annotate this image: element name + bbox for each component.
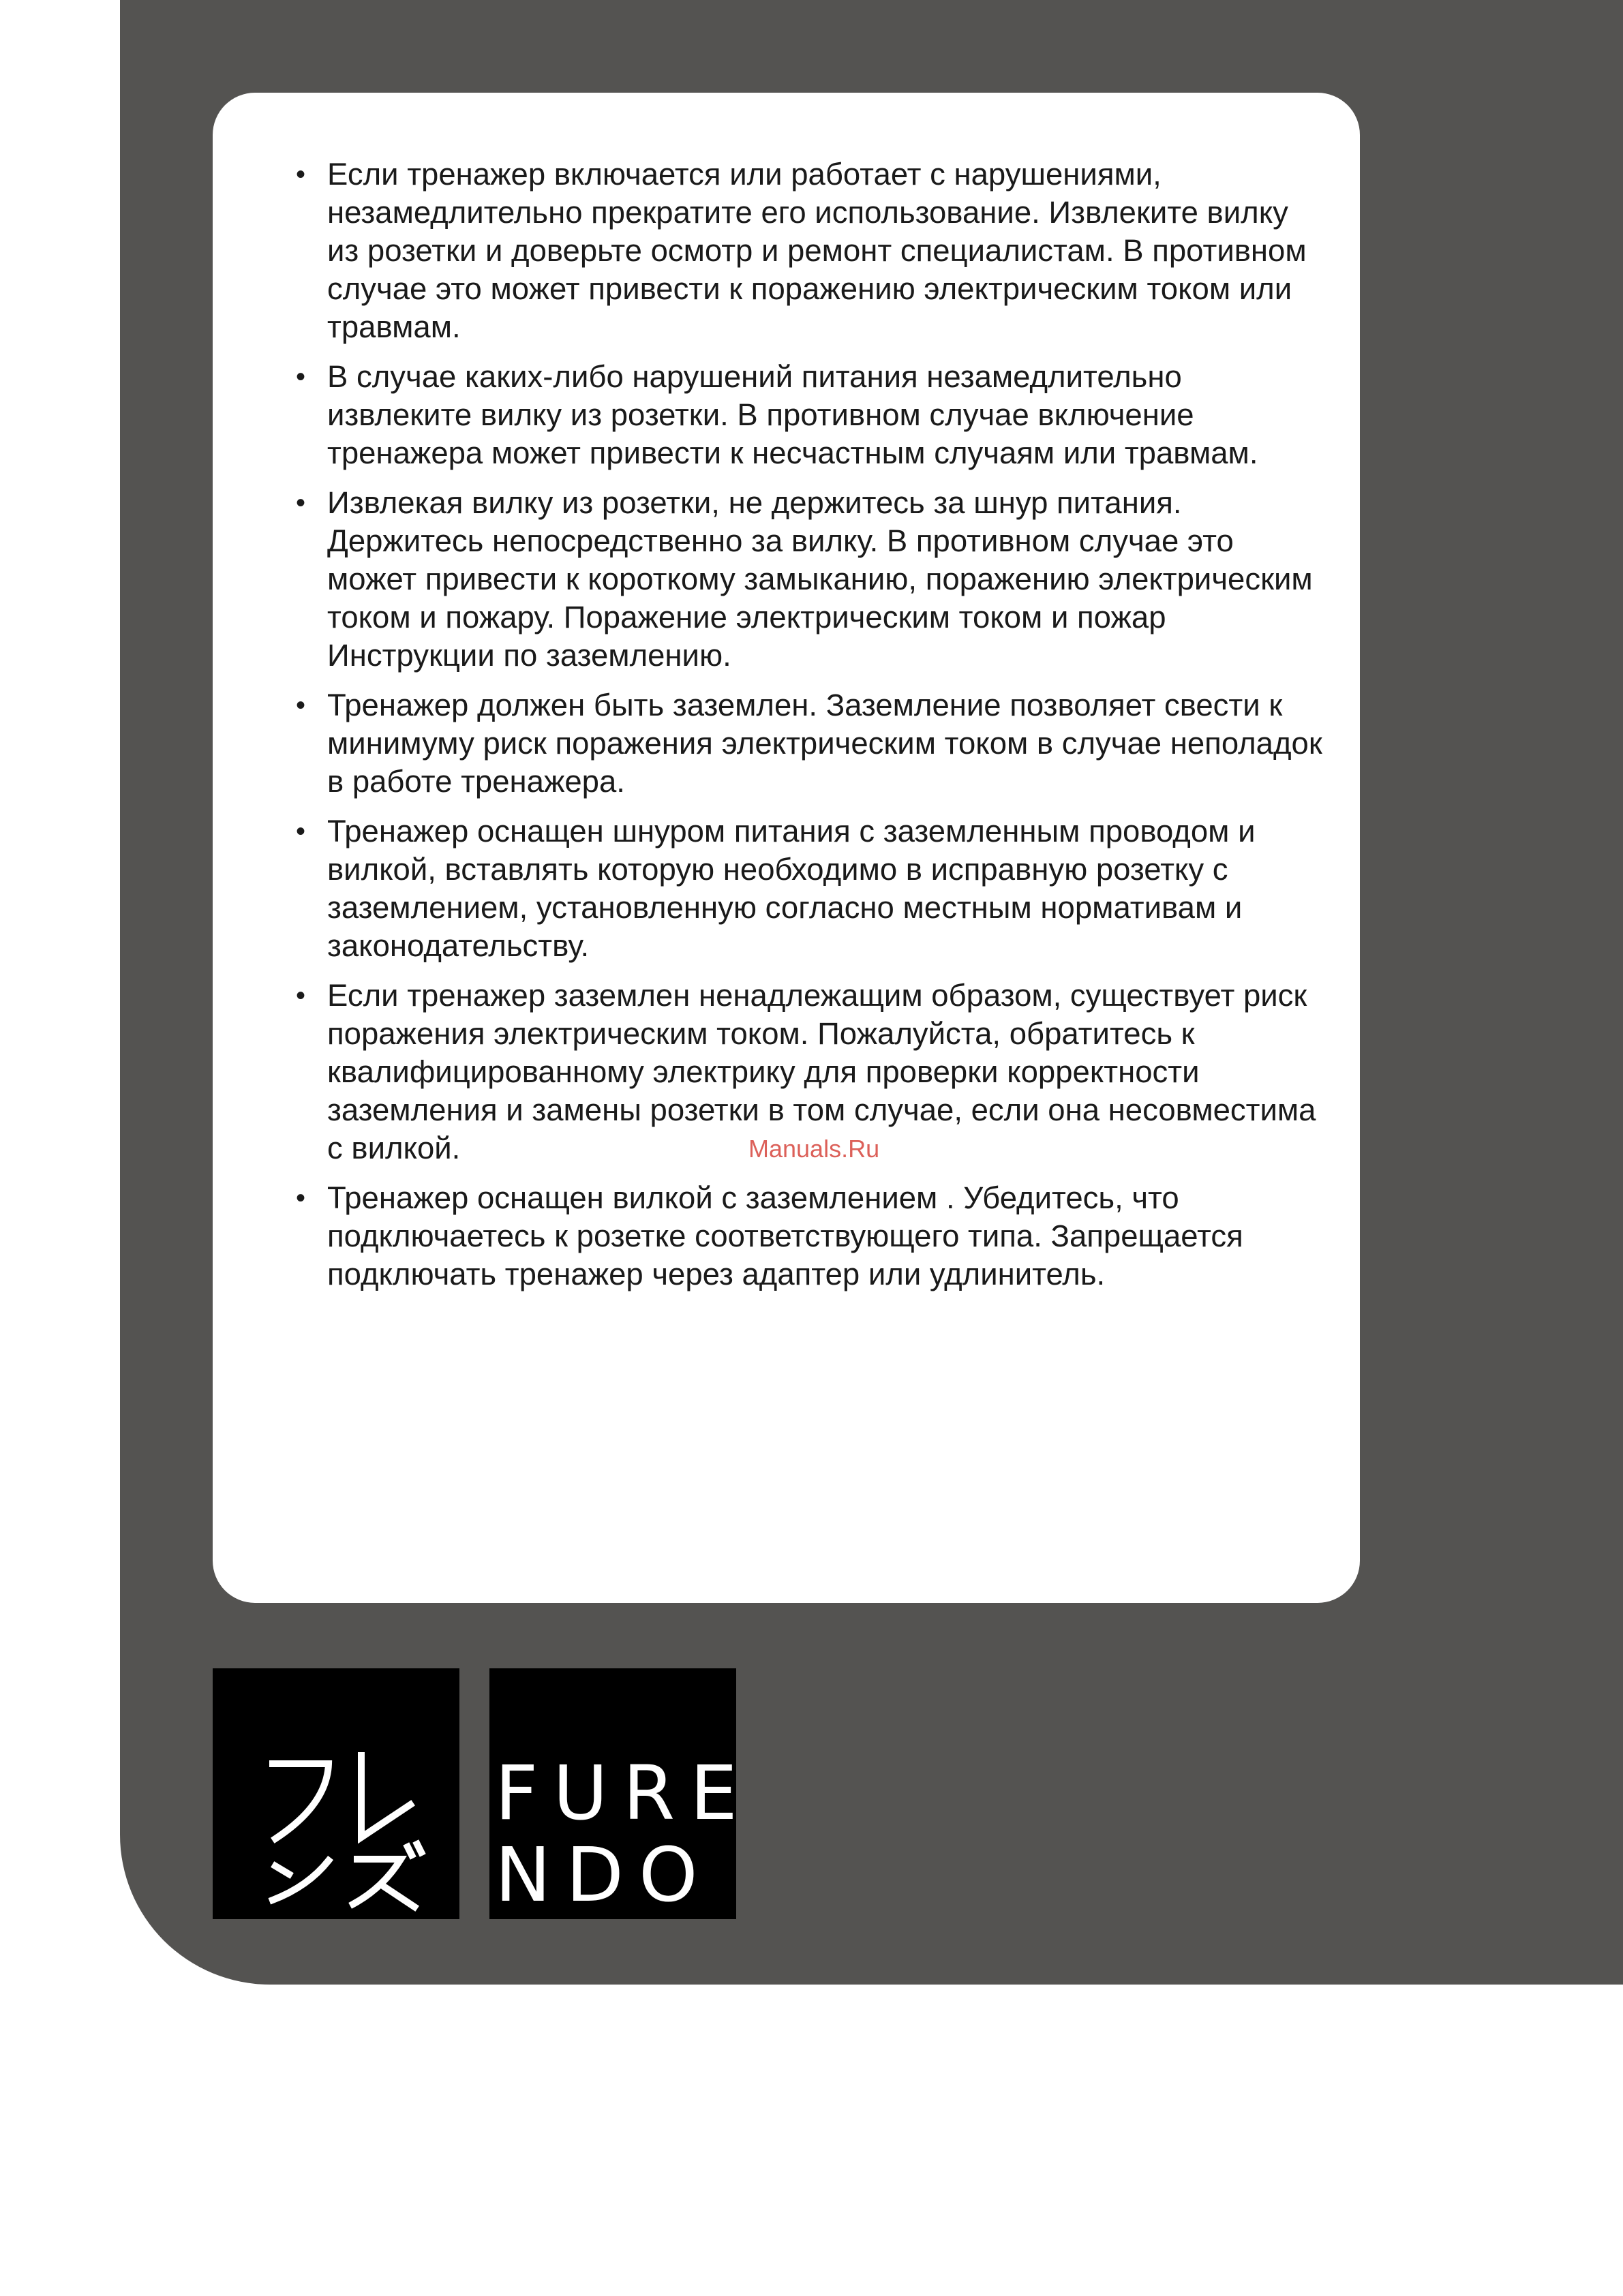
logo-text-line2: NDO xyxy=(495,1831,713,1918)
watermark: Manuals.Ru xyxy=(748,1135,880,1163)
list-item: • В случае каких-либо нарушений питания незамедлительно извлеките вилку из розетки. В противном случае включение тренажера может привести к несчастным случаям или травмам. xyxy=(327,358,1322,472)
list-item: • Извлекая вилку из розетки, не держитесь за шнур питания. Держитесь непосредственно за вилку. В противном случае это может привести к короткому замыканию, поражению электрическим током и пожару. Поражение электрическим током и пожар Инструкции по заземлению. xyxy=(327,484,1322,675)
list-item: • Если тренажер заземлен ненадлежащим образом, существует риск поражения электрическим током. Пожалуйста, обратитесь к квалифицированному электрику для проверки корректности заземления и замены розетки в том случае, если она несовместима с вилкой. xyxy=(327,977,1322,1167)
list-item: • Если тренажер включается или работает с нарушениями, незамедлительно прекратите его использование. Извлеките вилку из розетки и доверьте осмотр и ремонт специалистам. В противном случае это может привести к поражению электрическим током или травмам. xyxy=(327,155,1322,346)
safety-instructions-list xyxy=(327,155,1322,1305)
logo-japanese-box xyxy=(213,1668,459,1919)
list-item: • Тренажер должен быть заземлен. Заземление позволяет свести к минимуму риск поражения электрическим током в случае неполадок в работе тренажера. xyxy=(327,686,1322,801)
logo-katakana-mark xyxy=(213,1668,459,1919)
list-item: • Тренажер оснащен шнуром питания с заземленным проводом и вилкой, вставлять которую необходимо в исправную розетку с заземлением, установленную согласно местным нормативам и законодательству. xyxy=(327,812,1322,965)
list-item: • Тренажер оснащен вилкой с заземлением . Убедитесь, что подключаетесь к розетке соответствующего типа. Запрещается подключать тренажер через адаптер или удлинитель. xyxy=(327,1179,1322,1294)
logo-text-line1: FURE xyxy=(495,1749,753,1837)
